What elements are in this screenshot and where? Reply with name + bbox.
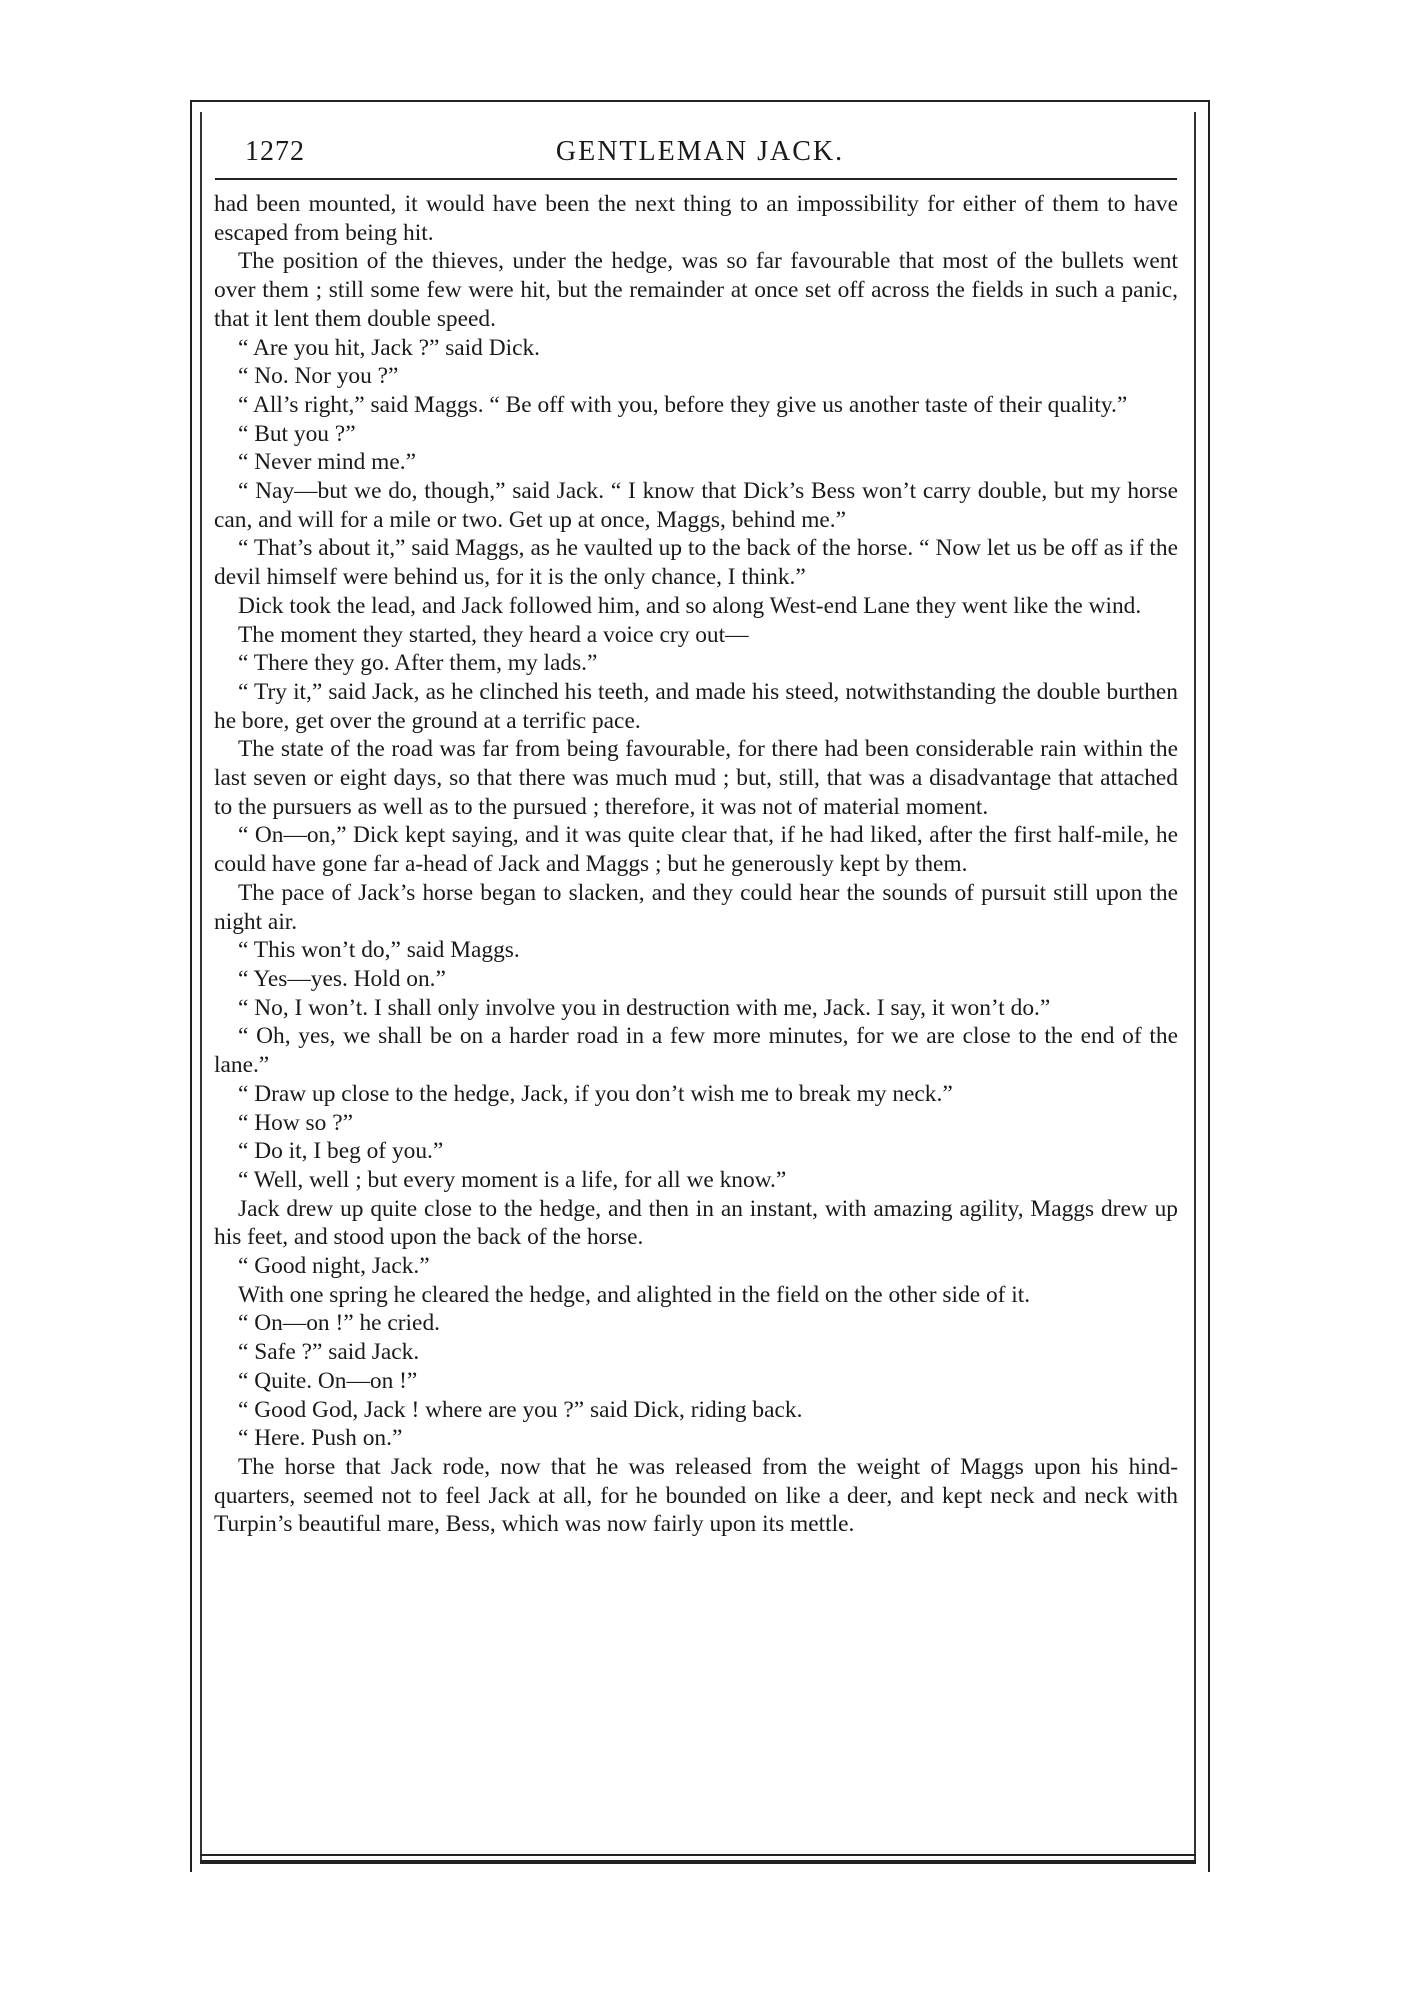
paragraph: “ But you ?” (238, 420, 356, 447)
header-rule (215, 178, 1177, 180)
paragraph: “ All’s right,” said Maggs. “ Be off with you, before they give us another taste of their quality.” (238, 391, 1128, 418)
paragraph: “ On—on,” Dick kept saying, and it was quite clear that, if he had liked, after the first half-mile, he could have gone far a-head of Jack and Maggs ; but he generously kept by them. (214, 822, 1178, 878)
running-title: GENTLEMAN JACK. (555, 136, 845, 167)
body-text (214, 190, 1178, 1539)
inner-left-rule (200, 112, 202, 1864)
paragraph: “ On—on !” he cried. (238, 1310, 440, 1337)
paragraph: “ Do it, I beg of you.” (238, 1138, 444, 1165)
paragraph: “ There they go. After them, my lads.” (238, 650, 598, 677)
paragraph: Jack drew up quite close to the hedge, and then in an instant, with amazing agility, Maggs drew up his feet, and stood upon the back of the horse. (214, 1195, 1178, 1251)
paragraph: With one spring he cleared the hedge, and alighted in the field on the other side of it. (238, 1281, 1031, 1308)
paragraph: The moment they started, they heard a voice cry out— (238, 621, 749, 648)
paragraph: “ Safe ?” said Jack. (238, 1339, 420, 1366)
paragraph: The pace of Jack’s horse began to slacken, and they could hear the sounds of pursuit still upon the night air. (214, 879, 1178, 935)
paragraph: “ Good night, Jack.” (238, 1253, 430, 1280)
paragraph: “ Draw up close to the hedge, Jack, if you don’t wish me to break my neck.” (238, 1080, 953, 1107)
paragraph: “ How so ?” (238, 1109, 353, 1136)
paragraph: Dick took the lead, and Jack followed him, and so along West-end Lane they went like the wind. (238, 592, 1142, 619)
paragraph: “ No, I won’t. I shall only involve you in destruction with me, Jack. I say, it won’t do.” (238, 994, 1051, 1021)
page-number: 1272 (245, 136, 305, 167)
paragraph: “ Yes—yes. Hold on.” (238, 965, 446, 992)
paragraph: “ Here. Push on.” (238, 1425, 403, 1452)
paragraph: “ Never mind me.” (238, 449, 416, 476)
footer-rule (200, 1854, 1196, 1856)
inner-right-rule (1194, 112, 1196, 1864)
paragraph: had been mounted, it would have been the next thing to an impossibility for either of them to have escaped from being hit. (214, 191, 1178, 246)
paragraph: “ That’s about it,” said Maggs, as he vaulted up to the back of the horse. “ Now let us be off as if the devil himself were behind us, for it is the only chance, I think.” (214, 535, 1178, 591)
paragraph: “ This won’t do,” said Maggs. (238, 937, 520, 964)
paragraph: The horse that Jack rode, now that he was released from the weight of Maggs upon his hind-quarters, seemed not to feel Jack at all, for he bounded on like a deer, and kept neck and neck with Turpin’s beautiful mare, Bess, which was now fairly upon its mettle. (214, 1453, 1178, 1538)
paragraph: The position of the thieves, under the hedge, was so far favourable that most of the bullets went over them ; still some few were hit, but the remainder at once set off across the fields in such a panic, that it lent them double speed. (214, 248, 1178, 332)
paragraph: “ Oh, yes, we shall be on a harder road in a few more minutes, for we are close to the end of the lane.” (214, 1023, 1178, 1079)
paragraph: “ Well, well ; but every moment is a life, for all we know.” (238, 1166, 787, 1193)
page-header (215, 132, 1185, 176)
paragraph: The state of the road was far from being favourable, for there had been considerable rain within the last seven or eight days, so that there was much mud ; but, still, that was a disadvantage that attached to the pursuers as well as to the pursued ; therefore, it was not of material moment. (214, 736, 1178, 820)
footer-rule-thick (200, 1860, 1196, 1864)
paragraph: “ Good God, Jack ! where are you ?” said Dick, riding back. (238, 1396, 803, 1423)
paragraph: “ Quite. On—on !” (238, 1367, 418, 1394)
paragraph: “ No. Nor you ?” (238, 363, 399, 390)
paragraph: “ Nay—but we do, though,” said Jack. “ I know that Dick’s Bess won’t carry double, but my horse can, and will for a mile or two. Get up at once, Maggs, behind me.” (214, 478, 1178, 533)
paragraph: “ Are you hit, Jack ?” said Dick. (238, 334, 541, 361)
paragraph: “ Try it,” said Jack, as he clinched his teeth, and made his steed, notwithstanding the double burthen he bore, get over the ground at a terrific pace. (214, 678, 1178, 734)
